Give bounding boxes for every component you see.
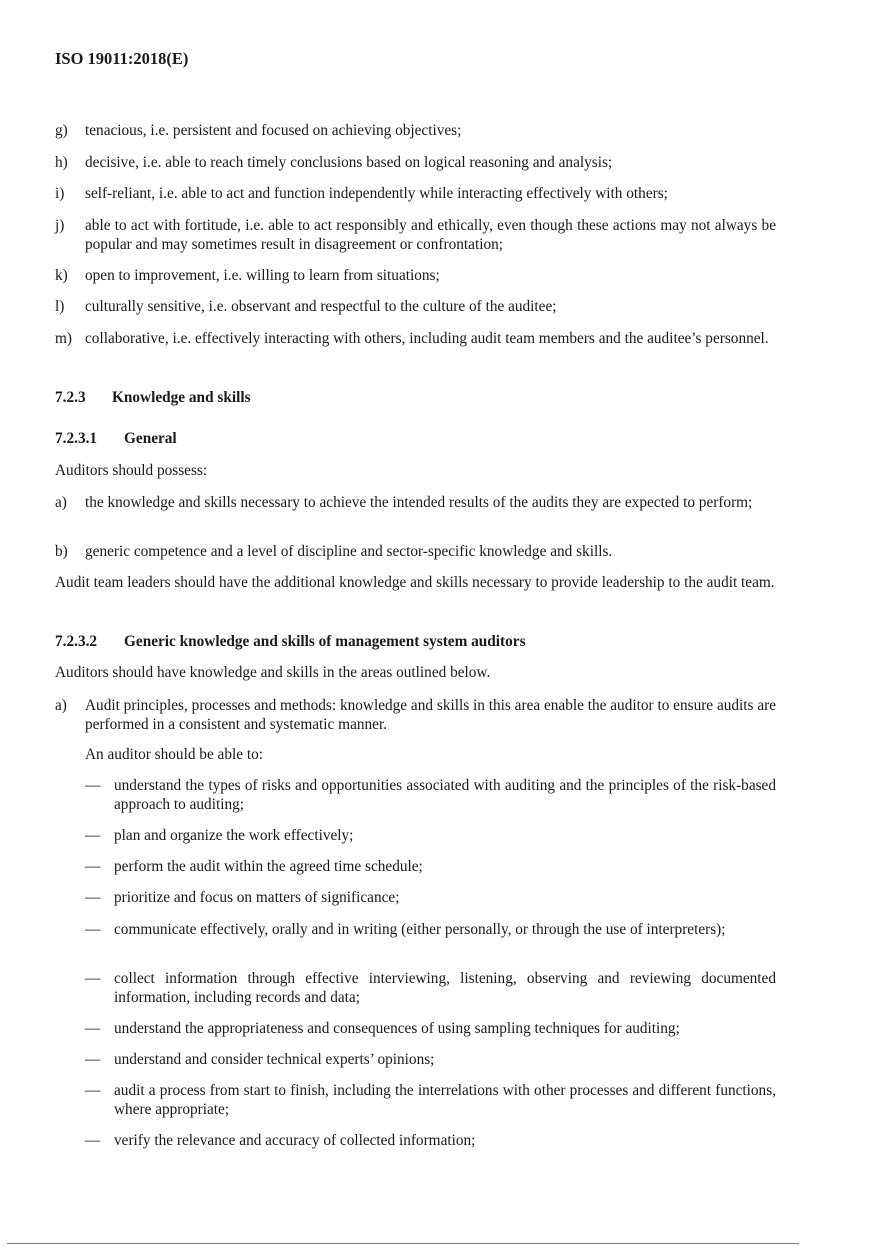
paragraph: Auditors should have knowledge and skills in the areas outlined below.: [55, 664, 491, 681]
list-item-label: a): [55, 697, 67, 714]
list-item: [55, 1082, 776, 1119]
list-item: [55, 1132, 776, 1151]
list-item: [55, 122, 776, 141]
list-item-label: b): [55, 543, 68, 560]
list-item: [55, 1020, 776, 1039]
list-item-text: generic competence and a level of discipline and sector-specific knowledge and skills.: [85, 543, 613, 560]
list-item: [55, 777, 776, 814]
list-item-text: able to act with fortitude, i.e. able to act responsibly and ethically, even though these actions may not always be popular and may sometimes result in disagreement or confrontation;: [85, 217, 776, 253]
list-item-label: —: [85, 827, 101, 844]
list-item-text: the knowledge and skills necessary to achieve the intended results of the audits they are expected to perform;: [85, 494, 753, 511]
list-item: [55, 330, 776, 349]
list-item-text: verify the relevance and accuracy of collected information;: [114, 1132, 476, 1149]
paragraph: Audit team leaders should have the additional knowledge and skills necessary to provide leadership to the audit team.: [55, 574, 775, 591]
list-item-label: —: [85, 1051, 101, 1068]
list-item-text: understand the appropriateness and consequences of using sampling techniques for auditing;: [114, 1020, 680, 1037]
list-item-text: communicate effectively, orally and in writing (either personally, or through the use of interpreters);: [114, 921, 726, 938]
list-item: [55, 298, 776, 317]
list-item: [55, 970, 776, 1007]
list-item: [55, 1051, 776, 1070]
list-item: [55, 889, 776, 908]
section-heading-7-2-3-2: 7.2.3.2 Generic knowledge and skills of management system auditors: [55, 633, 526, 650]
list-item-label: —: [85, 889, 101, 906]
paragraph: An auditor should be able to:: [85, 746, 264, 763]
list-item: [55, 543, 776, 562]
list-item: [55, 267, 776, 286]
list-item-text: culturally sensitive, i.e. observant and respectful to the culture of the auditee;: [85, 298, 557, 315]
list-item-text: tenacious, i.e. persistent and focused on achieving objectives;: [85, 122, 462, 139]
list-item-label: k): [55, 267, 68, 284]
list-item-label: —: [85, 777, 101, 794]
list-item: [55, 494, 776, 513]
list-item-label: —: [85, 1082, 101, 1099]
list-item-text: understand and consider technical experts’ opinions;: [114, 1051, 435, 1068]
list-item-text: collect information through effective interviewing, listening, observing and reviewing documented information, including records and data;: [114, 970, 776, 1006]
list-item-label: i): [55, 185, 65, 202]
list-item-text: prioritize and focus on matters of significance;: [114, 889, 400, 906]
list-item-label: l): [55, 298, 65, 315]
list-item-label: —: [85, 1020, 101, 1037]
list-item: [55, 697, 776, 734]
list-item: [55, 858, 776, 877]
list-item: [55, 154, 776, 173]
section-heading-7-2-3-1: 7.2.3.1 General: [55, 430, 177, 447]
list-item: [55, 217, 776, 254]
footer-rule: [7, 1243, 799, 1244]
list-item: [55, 827, 776, 846]
list-item-label: a): [55, 494, 67, 511]
list-item-text: plan and organize the work effectively;: [114, 827, 354, 844]
list-item-label: —: [85, 1132, 101, 1149]
list-item-text: Audit principles, processes and methods: knowledge and skills in this area enable the auditor to ensure audits are performed in a consistent and systematic manner.: [85, 697, 776, 733]
list-item-text: understand the types of risks and opportunities associated with auditing and the principles of the risk-based approach to auditing;: [114, 777, 776, 813]
list-item: [55, 185, 776, 204]
list-item-text: collaborative, i.e. effectively interacting with others, including audit team members and the auditee’s personnel.: [85, 330, 769, 347]
list-item-text: perform the audit within the agreed time schedule;: [114, 858, 423, 875]
list-item-label: —: [85, 970, 101, 987]
list-item-text: decisive, i.e. able to reach timely conclusions based on logical reasoning and analysis;: [85, 154, 613, 171]
list-item-label: h): [55, 154, 68, 171]
list-item-text: audit a process from start to finish, including the interrelations with other processes and different functions, where appropriate;: [114, 1082, 776, 1118]
list-item-text: open to improvement, i.e. willing to learn from situations;: [85, 267, 440, 284]
list-item-label: g): [55, 122, 68, 139]
document-header: ISO 19011:2018(E): [55, 49, 189, 68]
paragraph: Auditors should possess:: [55, 462, 208, 479]
list-item-label: —: [85, 921, 101, 938]
list-item-label: —: [85, 858, 101, 875]
list-item: [55, 921, 776, 940]
list-item-text: self-reliant, i.e. able to act and function independently while interacting effectively with others;: [85, 185, 668, 202]
list-item-label: j): [55, 217, 65, 234]
list-item-label: m): [55, 330, 72, 347]
section-heading-7-2-3: 7.2.3 Knowledge and skills: [55, 389, 251, 406]
